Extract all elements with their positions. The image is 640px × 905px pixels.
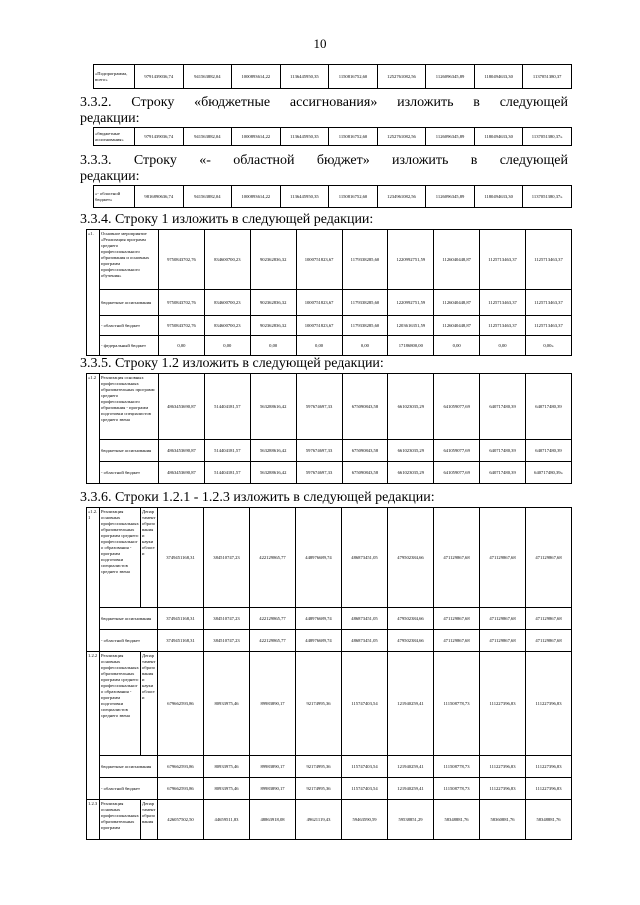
table-row	[87, 374, 572, 440]
value-cell: 471129867,68	[526, 508, 572, 608]
value-cell: 448976689,74	[296, 508, 342, 608]
value-cell: 1000751823,67	[296, 230, 342, 290]
value-cell: 679662593,86	[158, 778, 204, 800]
value-cell: 1150816752,60	[329, 65, 378, 89]
table-row	[87, 462, 572, 484]
value-cell: 44659511,83	[204, 800, 250, 840]
row-label: - областной бюджет	[100, 316, 159, 336]
value-cell: 58348881,76	[526, 800, 572, 840]
value-cell: 834600700,23	[204, 290, 250, 316]
value-cell: 1000751823,67	[296, 290, 342, 316]
value-cell: 422129865,77	[250, 608, 296, 630]
table-row	[87, 316, 572, 336]
value-cell: 115747403,54	[342, 756, 388, 778]
value-cell: 471129867,68	[434, 608, 480, 630]
value-cell: 563288616,42	[250, 374, 296, 440]
value-cell: 471129867,68	[434, 630, 480, 652]
value-cell: 121940259,41	[388, 652, 434, 756]
value-cell: 3749451168,31	[158, 608, 204, 630]
value-cell: 422129865,77	[250, 508, 296, 608]
row-label: бюджетные ассигнования	[100, 608, 158, 630]
value-cell: 3749451168,31	[158, 508, 204, 608]
row-number: «1.2.1	[87, 508, 100, 652]
row-label: «Подпрограмма, всего»	[94, 65, 135, 89]
regional-budget-table	[93, 185, 572, 208]
value-cell: 1180494633,30	[474, 65, 523, 89]
executor-cell: Департамент образования и науки области	[141, 652, 158, 756]
value-cell: 1137051380,37»	[523, 128, 572, 146]
row-1-table	[86, 229, 572, 356]
value-cell: 640717480,39	[480, 374, 526, 440]
value-cell: 661023035,29	[388, 440, 434, 462]
value-cell: 48863918,08	[250, 800, 296, 840]
value-cell: 834600700,23	[204, 230, 250, 290]
value-cell: 1126096345,89	[426, 65, 475, 89]
value-cell: 0,00	[296, 336, 342, 356]
value-cell: 17186800,00	[388, 336, 434, 356]
value-cell: 675090843,58	[342, 440, 388, 462]
value-cell: 902362836,32	[250, 230, 296, 290]
row-number: 1.2.2	[87, 652, 100, 800]
value-cell: 89983890,17	[250, 778, 296, 800]
value-cell: 1125713463,37	[480, 290, 526, 316]
row-description: Основное мероприятие «Реализация программ среднего профессионального образования и основных программ профессионального обучения»	[100, 230, 159, 290]
value-cell: 514404181,57	[204, 440, 250, 462]
value-cell: 9750843702,76	[159, 290, 205, 316]
budget-allocations-table	[93, 127, 572, 146]
page-number: 10	[313, 36, 327, 51]
value-cell: 1125713463,37	[480, 316, 526, 336]
value-cell: 111227396,83	[526, 778, 572, 800]
value-cell: 1125713463,37	[526, 316, 572, 336]
section-3-3-5-heading: 3.3.5. Строку 1.2 изложить в следующей редакции:	[80, 356, 384, 371]
value-cell: 1150816752,60	[329, 128, 378, 146]
value-cell: 1137051380,37	[523, 65, 572, 89]
table-row	[87, 800, 572, 840]
value-cell: 1136445950,35	[280, 186, 329, 208]
value-cell: 111227396,83	[526, 652, 572, 756]
table-row	[87, 440, 572, 462]
table-row	[87, 290, 572, 316]
value-cell: 0,00»	[526, 336, 572, 356]
value-cell: 1137051380,37»	[523, 186, 572, 208]
row-label: - областной бюджет	[100, 778, 158, 800]
row-description: Реализация основных профессиональных образовательных программ среднего профессионального образования - программ подготовки специалистов среднего звена	[100, 374, 159, 440]
value-cell: 426057502,50	[158, 800, 204, 840]
value-cell: 1203616351,59	[388, 316, 434, 336]
value-cell: 834600700,23	[204, 316, 250, 336]
value-cell: 486873451,05	[342, 508, 388, 608]
value-cell: 1234961082,56	[377, 186, 426, 208]
value-cell: 641059077,69	[434, 374, 480, 440]
value-cell: 4863453690,87	[159, 440, 205, 462]
value-cell: 422129865,77	[250, 630, 296, 652]
value-cell: 0,00	[434, 336, 480, 356]
value-cell: 111227396,83	[480, 756, 526, 778]
value-cell: 1125713463,37	[526, 230, 572, 290]
value-cell: 1180494633,30	[474, 186, 523, 208]
value-cell: 640717480,39	[480, 440, 526, 462]
row-label: - областной бюджет	[100, 462, 159, 484]
value-cell: 1136445950,35	[280, 65, 329, 89]
value-cell: 1180494633,30	[474, 128, 523, 146]
table-row	[87, 778, 572, 800]
value-cell: 9750843702,76	[159, 230, 205, 290]
value-cell: 4863453690,87	[159, 374, 205, 440]
table-row	[87, 630, 572, 652]
row-number: «1.2	[87, 374, 100, 484]
top-total-table	[93, 64, 572, 89]
executor-cell: Департамент образования	[141, 800, 158, 840]
value-cell: 59463590,59	[342, 800, 388, 840]
value-cell: 675090843,58	[342, 462, 388, 484]
value-cell: 1126040448,87	[434, 230, 480, 290]
value-cell: 1179338285,60	[342, 230, 388, 290]
value-cell: 563288616,42	[250, 440, 296, 462]
value-cell: 115747403,54	[342, 778, 388, 800]
value-cell: 661023035,29	[388, 462, 434, 484]
value-cell: 597674697,33	[296, 462, 342, 484]
executor-cell: Департамент образования и науки области	[141, 508, 158, 608]
value-cell: 1000893614,22	[232, 128, 281, 146]
value-cell: 384510747,23	[204, 630, 250, 652]
value-cell: 640717480,39	[526, 374, 572, 440]
value-cell: 0,00	[204, 336, 250, 356]
value-cell: 1136445950,35	[280, 128, 329, 146]
value-cell: 92174995,36	[296, 778, 342, 800]
value-cell: 1125713463,37	[526, 290, 572, 316]
value-cell: 486873451,05	[342, 608, 388, 630]
row-description: Реализация основных профессиональных образовательных программ среднего профессионального образования - программ подготовки специалистов среднего звена	[100, 652, 141, 756]
value-cell: 486873451,05	[342, 630, 388, 652]
value-cell: 9791439036,74	[135, 128, 184, 146]
rows-1-2-1-to-1-2-3-table	[86, 507, 572, 840]
value-cell: 640717480,39	[480, 462, 526, 484]
table-row	[94, 128, 572, 146]
value-cell: 1126040448,87	[434, 290, 480, 316]
value-cell: 448976689,74	[296, 630, 342, 652]
value-cell: 679662593,86	[158, 652, 204, 756]
value-cell: 1125713463,37	[480, 230, 526, 290]
value-cell: 471129867,68	[434, 508, 480, 608]
value-cell: 58348881,76	[434, 800, 480, 840]
row-label: - федеральный бюджет	[100, 336, 159, 356]
row-number: «1.	[87, 230, 100, 356]
value-cell: 111227396,83	[526, 756, 572, 778]
value-cell: 479502384,66	[388, 630, 434, 652]
value-cell: 471129867,68	[526, 608, 572, 630]
value-cell: 941563882,04	[183, 65, 232, 89]
value-cell: 0,00	[342, 336, 388, 356]
value-cell: 58360881,76	[480, 800, 526, 840]
section-3-3-4-heading: 3.3.4. Строку 1 изложить в следующей редакции:	[80, 212, 374, 227]
value-cell: 121940259,41	[388, 756, 434, 778]
table-row	[87, 230, 572, 290]
value-cell: 80933975,46	[204, 778, 250, 800]
value-cell: 471129867,68	[480, 508, 526, 608]
table-row	[87, 508, 572, 608]
value-cell: 1220992751,59	[388, 290, 434, 316]
value-cell: 1252761082,56	[377, 65, 426, 89]
row-label: бюджетные ассигнования	[100, 756, 158, 778]
value-cell: 9791439036,74	[135, 65, 184, 89]
value-cell: 89983890,17	[250, 652, 296, 756]
value-cell: 1000893614,22	[232, 65, 281, 89]
value-cell: 9750843702,76	[159, 316, 205, 336]
value-cell: 941563882,04	[183, 128, 232, 146]
section-3-3-6-heading: 3.3.6. Строки 1.2.1 - 1.2.3 изложить в следующей редакции:	[80, 490, 435, 505]
value-cell: 0,00	[250, 336, 296, 356]
value-cell: 1000751823,67	[296, 316, 342, 336]
value-cell: 941563882,04	[183, 186, 232, 208]
value-cell: 471129867,68	[480, 608, 526, 630]
value-cell: 92174995,36	[296, 652, 342, 756]
value-cell: 471129867,68	[480, 630, 526, 652]
section-3-3-3-heading-cont: редакции:	[80, 169, 140, 184]
row-description: Реализация основных профессиональных образовательных программ	[100, 800, 141, 840]
value-cell: 641059077,69	[434, 440, 480, 462]
value-cell: 80933975,46	[204, 756, 250, 778]
row-label: - областной бюджет	[100, 630, 158, 652]
value-cell: 448976689,74	[296, 608, 342, 630]
value-cell: 675090843,58	[342, 374, 388, 440]
value-cell: 80933975,46	[204, 652, 250, 756]
value-cell: 563288616,42	[250, 462, 296, 484]
value-cell: 49621119,43	[296, 800, 342, 840]
value-cell: 1150816752,60	[329, 186, 378, 208]
row-label: бюджетные ассигнования	[100, 440, 159, 462]
table-row	[94, 65, 572, 89]
value-cell: 1126040448,87	[434, 316, 480, 336]
value-cell: 597674697,33	[296, 440, 342, 462]
table-row	[87, 652, 572, 756]
value-cell: 514404181,57	[204, 462, 250, 484]
row-number: 1.2.3	[87, 800, 100, 840]
value-cell: 89983890,17	[250, 756, 296, 778]
value-cell: 1000893614,22	[232, 186, 281, 208]
row-label: бюджетные ассигнования	[100, 290, 159, 316]
value-cell: 514404181,57	[204, 374, 250, 440]
section-3-3-2-heading-cont: редакции:	[80, 111, 140, 126]
value-cell: 384510747,23	[204, 608, 250, 630]
value-cell: 640717480,39»	[526, 462, 572, 484]
value-cell: 59538851,29	[388, 800, 434, 840]
table-row	[87, 608, 572, 630]
value-cell: 0,00	[480, 336, 526, 356]
value-cell: 471129867,68	[526, 630, 572, 652]
value-cell: 597674697,33	[296, 374, 342, 440]
value-cell: 1179338285,60	[342, 290, 388, 316]
value-cell: 111508778,73	[434, 652, 480, 756]
section-3-3-3-heading: 3.3.3. Строку «- областной бюджет» изложить в следующей	[80, 153, 568, 168]
value-cell: 902362836,32	[250, 290, 296, 316]
row-1-2-table	[86, 373, 572, 484]
value-cell: 640717480,39	[526, 440, 572, 462]
value-cell: 121940259,41	[388, 778, 434, 800]
value-cell: 1252761082,56	[377, 128, 426, 146]
table-row	[87, 756, 572, 778]
value-cell: 1179338285,60	[342, 316, 388, 336]
value-cell: 92174995,36	[296, 756, 342, 778]
value-cell: 9816890636,74	[135, 186, 184, 208]
value-cell: 641059077,69	[434, 462, 480, 484]
value-cell: 3749451168,31	[158, 630, 204, 652]
value-cell: 902362836,32	[250, 316, 296, 336]
value-cell: 111508778,73	[434, 756, 480, 778]
value-cell: 384510747,23	[204, 508, 250, 608]
value-cell: 1126096345,89	[426, 128, 475, 146]
table-row	[94, 186, 572, 208]
value-cell: 115747403,54	[342, 652, 388, 756]
value-cell: 661023035,29	[388, 374, 434, 440]
table-row	[87, 336, 572, 356]
value-cell: 479502384,66	[388, 608, 434, 630]
value-cell: 0,00	[159, 336, 205, 356]
value-cell: 111227396,83	[480, 652, 526, 756]
value-cell: 479502384,66	[388, 508, 434, 608]
value-cell: 111227396,83	[480, 778, 526, 800]
value-cell: 1220992751,59	[388, 230, 434, 290]
value-cell: 1126096345,89	[426, 186, 475, 208]
row-description: Реализация основных профессиональных образовательных программ среднего профессионального образования - программ подготовки специалистов среднего звена	[100, 508, 141, 608]
value-cell: 111508778,73	[434, 778, 480, 800]
row-label: «бюджетные ассигнования»	[94, 128, 135, 146]
section-3-3-2-heading: 3.3.2. Строку «бюджетные ассигнования» изложить в следующей	[80, 95, 568, 110]
value-cell: 679662593,86	[158, 756, 204, 778]
value-cell: 4863453690,87	[159, 462, 205, 484]
row-label: «- областной бюджет»	[94, 186, 135, 208]
